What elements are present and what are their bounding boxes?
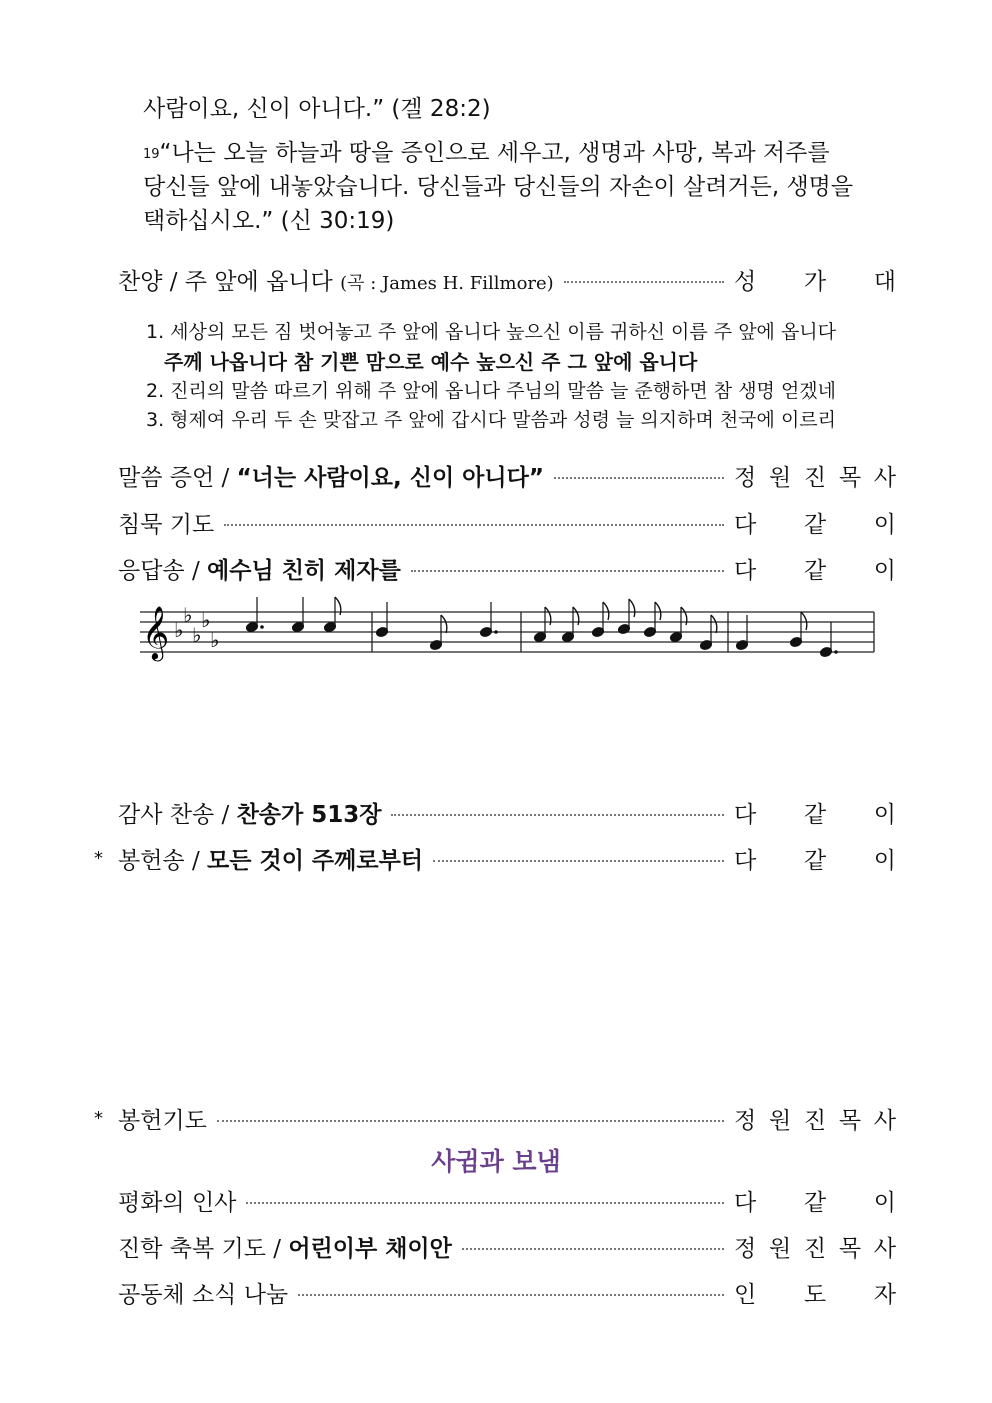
hymn-verse-3: 3. 형제여 우리 두 손 맞잡고 주 앞에 갑시다 말씀과 성령 늘 의지하며 천국에 이르리 [146,409,837,431]
note-dot [260,625,264,629]
standing-marker: * [94,848,103,869]
treble-clef: 𝄞 [142,605,170,659]
order-item-response-song: 응답송 / 예수님 친히 제자를 다 같 이 [118,557,896,584]
flat-sign: ♭ [201,608,211,632]
flat-sign: ♭ [192,623,202,647]
note-flag [603,602,609,620]
flat-sign: ♭ [183,603,193,627]
scripture-line-4: 택하십시오.” (신 30:19) [143,208,395,234]
flat-sign: ♭ [174,618,184,642]
scripture-line-1: 사람이요, 신이 아니다.” (겔 28:2) [143,96,491,122]
order-item-sermon: 말씀 증언 / “너는 사람이요, 신이 아니다” 정 원 진 목 사 [118,458,896,492]
offering-song-title: 모든 것이 주께로부터 [207,847,424,874]
order-item-blessing: 진학 축복 기도 / 어린이부 채이안 정 원 진 목 사 [118,1235,896,1262]
hymn-leader: 성 가 대 [734,268,896,295]
note-flag [655,602,661,620]
thanks-hymn-title: 찬송가 513장 [236,801,382,828]
composer: (곡 : James H. Fillmore) [340,272,554,294]
order-item-thanks-hymn: 감사 찬송 / 찬송가 513장 다 같 이 [118,801,896,828]
hymn-chorus: 주께 나옵니다 참 기쁜 맘으로 예수 높으신 주 그 앞에 옵니다 [164,350,698,374]
note-flag [441,615,447,633]
note-flag [801,612,807,630]
hymn-label: 찬양 / 주 앞에 옵니다 (곡 : James H. Fillmore) [118,268,554,295]
note-dot [494,630,498,634]
section-title: 사귐과 보냄 [431,1147,561,1176]
blessing-title: 어린이부 채이안 [288,1235,452,1262]
order-item-silent-prayer: 침묵 기도 다 같 이 [118,511,896,538]
scripture-line-3: 당신들 앞에 내놓았습니다. 당신들과 당신들의 자손이 살려거든, 생명을 [143,174,854,200]
hymn-verse-1: 1. 세상의 모든 짐 벗어놓고 주 앞에 옵니다 높으신 이름 귀하신 이름 주 앞에 옵니다 [146,321,837,343]
order-item-offering-prayer: 봉헌기도 정 원 진 목 사 [118,1107,896,1134]
order-item-news: 공동체 소식 나눔 인 도 자 [118,1281,896,1308]
response-song-title: 예수님 친히 제자를 [207,557,401,584]
order-item-offering-song: 봉헌송 / 모든 것이 주께로부터 다 같 이 [118,847,896,874]
note-flag [711,615,717,633]
order-item-peace: 평화의 인사 다 같 이 [118,1189,896,1216]
hymn-verse-2: 2. 진리의 말씀 따르기 위해 주 앞에 옵니다 주님의 말씀 늘 준행하면 참 생명 얻겠네 [146,380,837,402]
verse-number: 19 [143,147,160,162]
scripture-text: “나는 오늘 하늘과 땅을 증인으로 세우고, 생명과 사망, 복과 저주를 [159,140,830,166]
flat-sign: ♭ [210,628,220,652]
sermon-leader: 정 원 진 목 사 [734,464,896,491]
sermon-title: “너는 사람이요, 신이 아니다” [236,464,544,491]
standing-marker: * [94,1108,103,1129]
note-flag [629,599,635,617]
note-dot [834,650,838,654]
